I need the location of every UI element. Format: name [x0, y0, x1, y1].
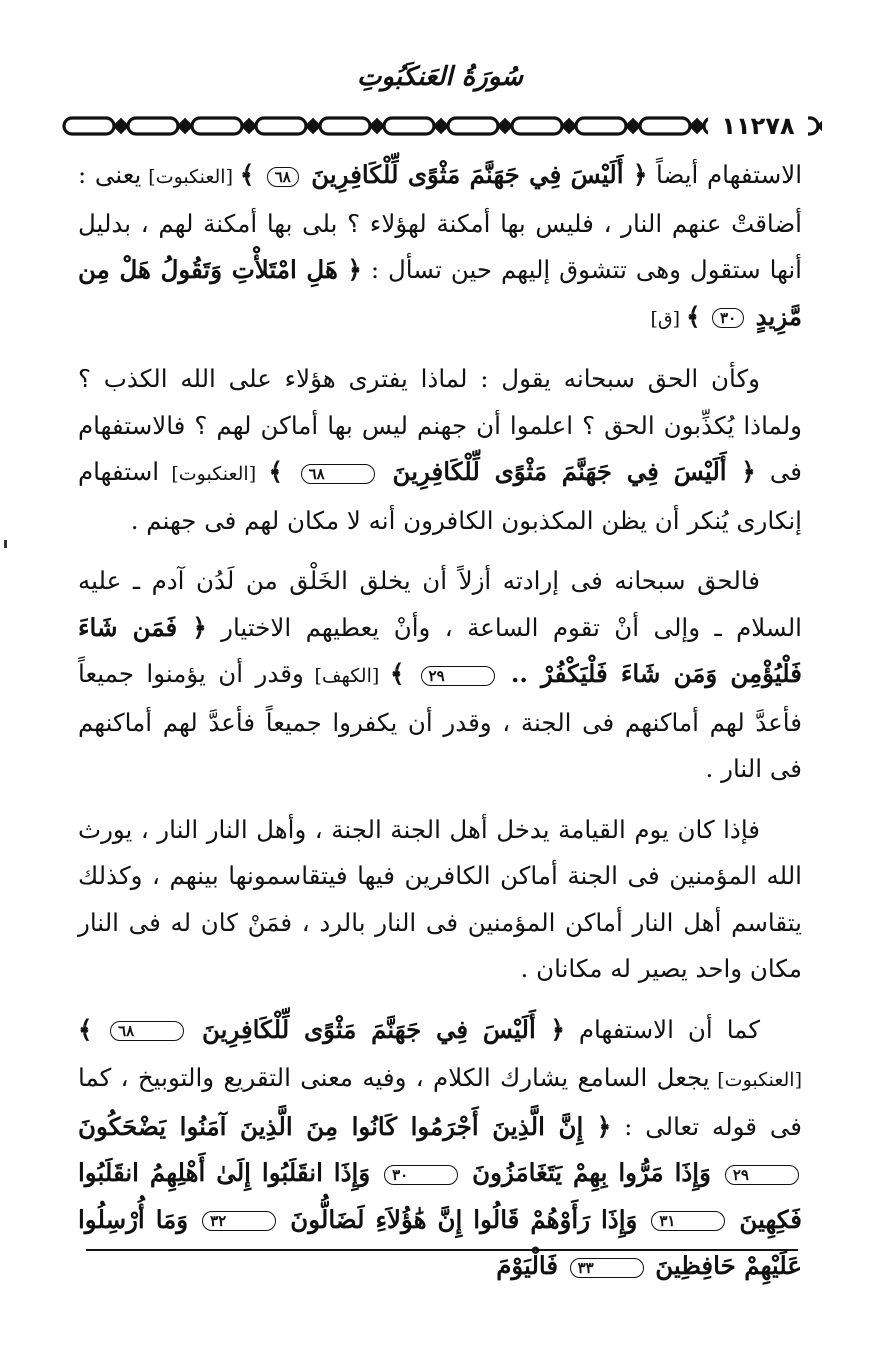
page-number: ١١٢٧٨ [708, 111, 808, 141]
verse-number-badge: ٦٨ [301, 464, 375, 484]
scan-mark [4, 540, 7, 548]
paragraph-p2 [78, 356, 802, 544]
quran-verse: ﴾ [239, 160, 264, 189]
quran-verse: ﴿ إِنَّ الَّذِينَ أَجْرَمُوا كَانُوا مِنَ الَّذِينَ آمَنُوا يَضْحَكُونَ [78, 1111, 612, 1141]
quran-verse: وَإِذَا انقَلَبُوا إِلَىٰ أَهْلِهِمُ انقَلَبُوا فَكِهِينَ [78, 1158, 802, 1234]
quran-verse: ﴾ [389, 659, 418, 688]
paragraph-p4 [78, 807, 802, 993]
chain-diamond [307, 120, 319, 132]
chain-diamond [819, 120, 822, 132]
quran-verse: وَإِذَا رَأَوْهُمْ قَالُوا إِنَّ هَٰؤُلاَءِ لَضَالُّونَ [279, 1204, 649, 1234]
body-text: فإذا كان يوم القيامة يدخل أهل الجنة الجنة ، وأهل النار النار ، يورث الله المؤمنين فى الجنة أماكن الكافرين فيها فيتقاسمونها بينهم ، وكذلك يتقاسم أهل النار أماكن المؤمنين فى النار بالرد ، فمَنْ كان له فى النار مكان واحد يصير له مكانان . [78, 814, 802, 983]
body-text: الاستفهام أيضاً [647, 160, 803, 189]
quran-verse: ﴿ أَلَيْسَ فِي جَهَنَّمَ مَثْوًى لِّلْكَافِرِينَ [377, 457, 756, 486]
body-text: استفهام إنكارى يُنكر أن يظن المكذبون الكافرون أنه لا مكان لهم فى جهنم . [78, 457, 802, 535]
chain-diamond [243, 120, 255, 132]
body-text: وقدر أن يؤمنوا جميعاً فأعدَّ لهم أماكنهم فى الجنة ، وقدر أن يكفروا جميعاً فأعدَّ لهم أماكنهم فى النار . [78, 659, 802, 783]
surah-reference: [العنكبوت] [141, 166, 240, 188]
verse-number-badge: ٦٨ [267, 167, 299, 187]
surah-title: سُورَةُ العَنكَبُوتِ [356, 62, 524, 92]
chain-link [192, 118, 242, 134]
quran-verse: وَإِذَا مَرُّوا بِهِمْ يَتَغَامَزُونَ [461, 1158, 722, 1187]
verse-number-badge: ٣٠ [712, 308, 744, 328]
body-text: وكأن الحق سبحانه يقول : لماذا يفترى هؤلاء على الله الكذب ؟ ولماذا يُكذِّبون الحق ؟ اعلموا أن جهنم ليس بها أماكن لهم ؟ فالاستفهام فى [78, 364, 802, 486]
verse-number-badge: ٣٢ [202, 1211, 276, 1231]
chain-diamond [371, 120, 383, 132]
page-body [78, 152, 802, 1304]
chain-link [448, 118, 498, 134]
chain-link [128, 118, 178, 134]
body-text: يعنى : أضاقتْ عنهم النار ، فليس بها أمكنة لهؤلاء ؟ بلى بها أمكنة لهم ، بدليل أنها ستقول وهى تتشوق إليهم حين تسأل : [78, 160, 802, 284]
surah-reference: [العنكبوت] [709, 1069, 802, 1091]
quran-verse: ﴿ فَمَن شَاءَ فَلْيُؤْمِن وَمَن شَاءَ فَلْيَكْفُرْ .. [78, 612, 803, 688]
verse-number-badge: ٦٨ [110, 1021, 184, 1041]
chain-link [576, 118, 626, 134]
chain-diamond [115, 120, 127, 132]
quran-verse: ﴾ [78, 1014, 108, 1044]
quran-verse: ﴾ [686, 301, 710, 331]
chain-link [256, 118, 306, 134]
verse-number-badge: ٢٩ [421, 666, 495, 686]
verse-number-badge: ٣١ [651, 1211, 725, 1231]
verse-number-badge: ٢٩ [725, 1165, 799, 1185]
chain-diamond [435, 120, 447, 132]
chain-link [384, 118, 434, 134]
surah-reference: [الكهف] [303, 665, 390, 687]
quran-verse: وَمَا أُرْسِلُوا عَلَيْهِمْ حَافِظِينَ [78, 1204, 802, 1280]
chain-link [320, 118, 370, 134]
chain-link [640, 118, 690, 134]
body-text: يجعل السامع يشارك الكلام ، وفيه معنى التقريع والتوبيخ ، كما فى قوله تعالى : [78, 1063, 803, 1141]
verse-number-badge: ٣٠ [384, 1165, 458, 1185]
quran-verse: ﴿ أَلَيْسَ فِي جَهَنَّمَ مَثْوًى لِّلْكَافِرِينَ [187, 1014, 565, 1044]
chain-diamond [627, 120, 639, 132]
surah-reference: [ق] [650, 307, 687, 330]
verse-number-badge: ٣٣ [570, 1258, 644, 1278]
body-text: فالحق سبحانه فى إرادته أزلاً أن يخلق الخَلْق من لَدُن آدم ـ عليه السلام ـ وإلى أنْ تقوم الساعة ، وأنْ يعطيهم الاختيار [78, 566, 802, 642]
footer-rule [86, 1249, 798, 1251]
paragraph-p1 [78, 152, 802, 342]
body-text: كما أن الاستفهام [564, 1014, 760, 1044]
surah-reference: [العنكبوت] [159, 463, 269, 485]
chain-diamond [499, 120, 511, 132]
quran-verse: ﴿ هَلِ امْتَلأْتِ وَتَقُولُ هَلْ مِن مَّزِيدٍ [78, 255, 802, 331]
chain-diamond [563, 120, 575, 132]
paragraph-p5 [78, 1007, 802, 1290]
quran-verse: ﴾ [268, 457, 298, 486]
chain-diamond [179, 120, 191, 132]
chain-link [512, 118, 562, 134]
chain-link [64, 118, 114, 134]
chain-diamond [691, 120, 703, 132]
paragraph-p3 [78, 558, 802, 793]
quran-verse: فَالْيَوْمَ [496, 1251, 567, 1280]
quran-verse: ﴿ أَلَيْسَ فِي جَهَنَّمَ مَثْوًى لِّلْكَافِرِينَ [301, 160, 648, 189]
